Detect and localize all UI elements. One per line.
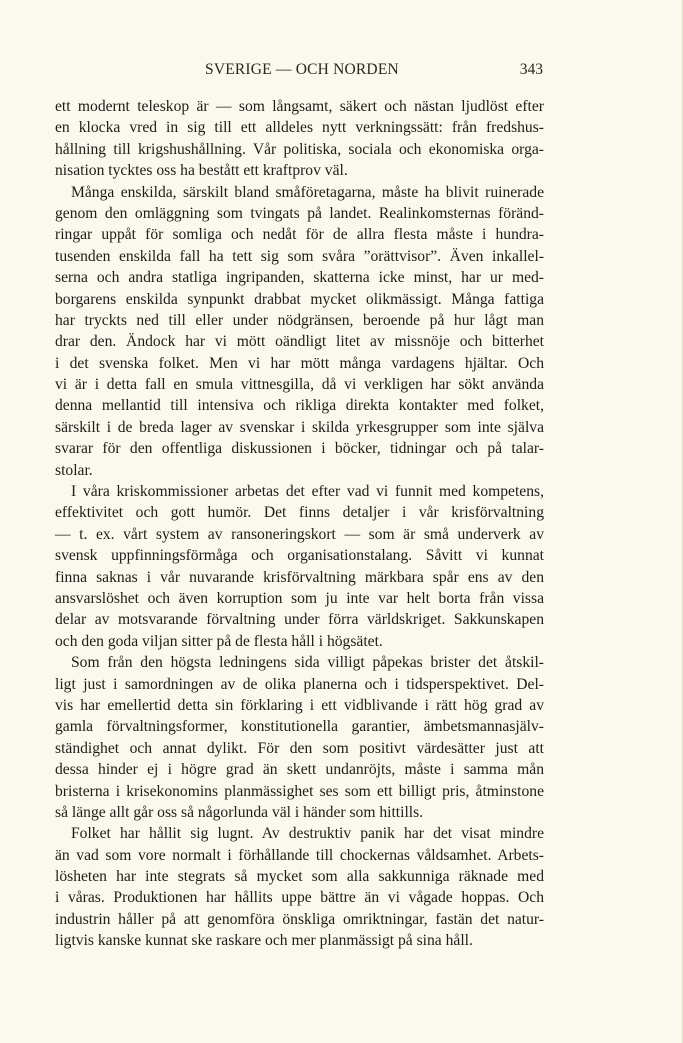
text-line: delar av motsvarande förvaltning under förra världskriget. Sakkunskapen bbox=[55, 611, 544, 629]
page-number: 343 bbox=[519, 61, 543, 78]
text-line: ligt just i samordningen av de olika planerna och i tidsperspektivet. Del- bbox=[55, 675, 544, 693]
text-line: ligtvis kanske kunnat ske raskare och mer planmässigt på sina håll. bbox=[55, 932, 473, 950]
text-line: svarar för den offentliga diskussionen i böcker, tidningar och på talar- bbox=[55, 440, 544, 458]
text-line: bristerna i krisekonomins planmässighet ses som ett billigt pris, åtminstone bbox=[55, 782, 544, 800]
text-line: nisation tycktes oss ha bestått ett kraftprov väl. bbox=[55, 162, 348, 180]
text-line: ett modernt teleskop är — som långsamt, säkert och nästan ljudlöst efter bbox=[55, 98, 544, 115]
text-line: Som från den högsta ledningens sida villigt påpekas brister det åtskil- bbox=[71, 654, 544, 672]
text-line: och den goda viljan sitter på de flesta håll i högsätet. bbox=[55, 632, 383, 650]
text-line: stolar. bbox=[55, 461, 93, 479]
text-line: har tryckts ned till eller under nödgränsen, beroende på hur lågt man bbox=[55, 311, 544, 329]
text-line: särskilt i de breda lager av svenskar i skilda yrkesgrupper som inte själva bbox=[55, 418, 544, 436]
text-line: I våra kriskommissioner arbetas det efter vad vi funnit med kompetens, bbox=[71, 483, 544, 501]
page-header bbox=[55, 61, 543, 85]
text-line: borgarens enskilda synpunkt drabbat mycket olikmässigt. Många fattiga bbox=[55, 290, 544, 308]
paragraph bbox=[55, 481, 544, 652]
text-line: tusenden enskilda fall ha tett sig som svåra ”orättvisor”. Även inkallel- bbox=[55, 247, 544, 265]
text-line: ansvarslöshet och även korruption som ju inte var helt borta från vissa bbox=[55, 589, 544, 607]
paragraph bbox=[55, 182, 544, 481]
text-line: en klocka vred in sig till ett alldeles nytt verkningssätt: från fredshus- bbox=[55, 119, 544, 137]
text-line: denna mellantid till intensiva och rikliga direkta kontakter med folket, bbox=[55, 397, 544, 415]
text-line: vis har emellertid detta sin förklaring i ett vidblivande i rätt hög grad av bbox=[55, 696, 544, 714]
text-line: lösheten har inte stegrats så mycket som alla sakkunniga räknade med bbox=[55, 868, 544, 886]
paragraph bbox=[55, 96, 544, 182]
text-line: ständighet och annat dylikt. För den som positivt värdesätter just att bbox=[55, 739, 544, 757]
text-line: i våras. Produktionen har hållits uppe bättre än vi vågade hoppas. Och bbox=[55, 889, 544, 907]
text-line: svensk uppfinningsförmåga och organisationstalang. Såvitt vi kunnat bbox=[55, 547, 544, 565]
text-line: effektivitet och gott humör. Det finns detaljer i vår krisförvaltning bbox=[55, 504, 544, 522]
text-line: — t. ex. vårt system av ransoneringskort — som är små underverk av bbox=[55, 525, 544, 543]
text-line: dessa hinder ej i högre grad än skett undanröjts, måste i samma mån bbox=[55, 761, 544, 779]
running-title: SVERIGE — OCH NORDEN bbox=[205, 61, 399, 78]
text-line: så länge allt går oss så någorlunda väl i händer som hittills. bbox=[55, 803, 424, 821]
text-line: industrin håller på att genomföra önskliga omriktningar, fastän det natur- bbox=[55, 910, 544, 928]
text-line: hållning till krigshushållning. Vår politiska, sociala och ekonomiska orga- bbox=[55, 140, 544, 158]
text-line: Folket har hållit sig lugnt. Av destruktiv panik har det visat mindre bbox=[71, 825, 544, 843]
text-line: genom den omläggning som tvingats på landet. Realinkomsternas föränd- bbox=[55, 204, 544, 222]
paragraph bbox=[55, 823, 544, 951]
text-line: finna saknas i vår nuvarande krisförvaltning märkbara spår ens av den bbox=[55, 568, 544, 586]
text-line: i det svenska folket. Men vi har mött många vardagens hjältar. Och bbox=[55, 354, 544, 372]
text-line: än vad som vore normalt i förhållande till chockernas våldsamhet. Arbets- bbox=[55, 846, 544, 864]
paragraph bbox=[55, 652, 544, 823]
body-text bbox=[55, 96, 544, 952]
text-line: serna och andra statliga ingripanden, skatterna icke minst, har ur med- bbox=[55, 269, 544, 287]
text-line: vi är i detta fall en smula vittnesgilla, då vi verkligen har sökt använda bbox=[55, 376, 544, 394]
text-line: gamla förvaltningsformer, konstitutionella garantier, ämbetsmannasjälv- bbox=[55, 718, 544, 736]
text-line: ringar uppåt för somliga och nedåt för de allra flesta måste i hundra- bbox=[55, 226, 544, 244]
text-line: Många enskilda, särskilt bland småföretagarna, måste ha blivit ruinerade bbox=[71, 183, 544, 201]
text-line: drar den. Ändock har vi mött oändligt litet av missnöje och bitterhet bbox=[55, 333, 544, 351]
